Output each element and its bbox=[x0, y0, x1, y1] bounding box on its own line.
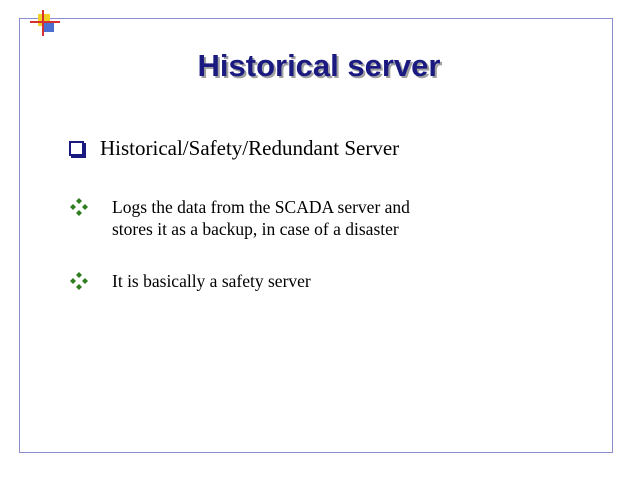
bullet-item bbox=[70, 270, 311, 292]
bullet-line: It is basically a safety server bbox=[112, 271, 311, 291]
bullet-line: stores it as a backup, in case of a disaster bbox=[112, 219, 399, 239]
cross-decoration-icon bbox=[30, 10, 60, 36]
four-diamond-icon bbox=[70, 272, 88, 290]
bullet-line: Logs the data from the SCADA server and bbox=[112, 197, 410, 217]
heading-text: Historical/Safety/Redundant Server bbox=[100, 135, 400, 160]
slide-title: Historical server bbox=[197, 48, 441, 83]
four-diamond-icon bbox=[70, 198, 88, 216]
checkbox-square-icon bbox=[69, 141, 84, 156]
heading-item bbox=[69, 134, 399, 162]
bullet-text bbox=[112, 196, 410, 240]
bullet-item bbox=[70, 196, 410, 240]
bullet-text bbox=[112, 270, 311, 292]
